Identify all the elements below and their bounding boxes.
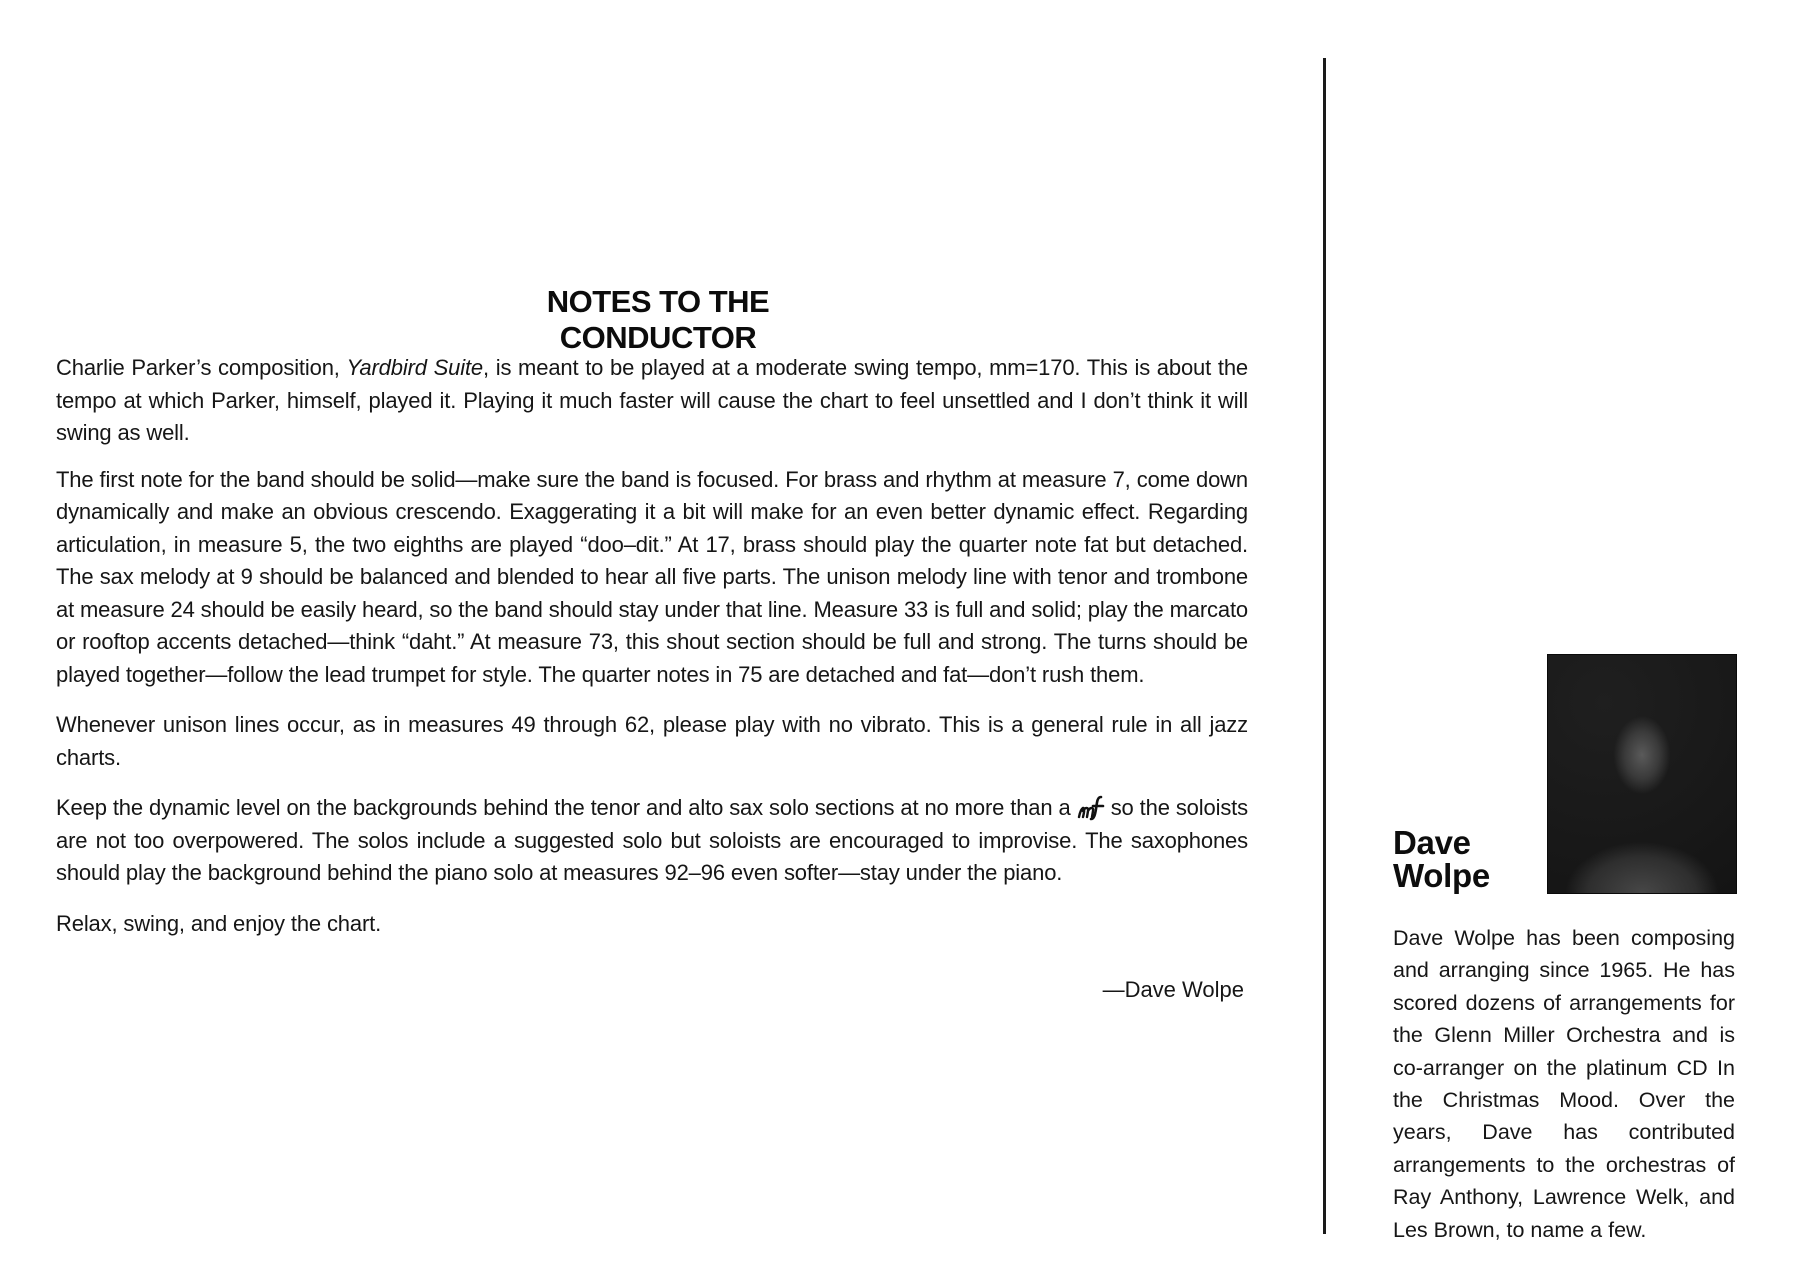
mezzo-forte-dynamic-icon (1077, 795, 1105, 821)
tempo-text-end: , is meant to be played at a moderate swing tempo, mm=170. This is about the tempo at which Parker, himself, played it. Playing it much faster will cause the chart to feel unsettled and I don’t think it will swing as well. (56, 355, 1248, 445)
notes-paragraph-tempo (56, 352, 1248, 450)
notes-paragraph-closing: Relax, swing, and enjoy the chart. (56, 910, 382, 936)
composition-title: Yardbird Suite (346, 355, 483, 380)
notes-paragraph-backgrounds (56, 792, 1248, 890)
notes-title: NOTES TO THE CONDUCTOR (546, 284, 770, 355)
author-bio: Dave Wolpe has been composing and arranging since 1965. He has scored dozens of arrangements for the Glenn Miller Orchestra and is co-arranger on the platinum CD In the Christmas Mood. Over the years, Dave has contributed arrangements to the orchestras of Ray Anthony, Lawrence Welk, and Les Brown, to name a few. (1393, 926, 1735, 1242)
signature: —Dave Wolpe (1102, 977, 1244, 1002)
tempo-text-start: Charlie Parker’s composition, (56, 355, 347, 380)
backgrounds-text-start: Keep the dynamic level on the backgrounds behind the tenor and alto sax solo sections at no more than a (56, 795, 1071, 820)
notes-body (56, 352, 1248, 954)
author-first-name: Dave (1393, 824, 1471, 861)
author-photo (1547, 654, 1737, 894)
column-divider (1323, 58, 1326, 1234)
notes-paragraph-dynamics: The first note for the band should be solid—make sure the band is focused. For brass and rhythm at measure 7, come down dynamically and make an obvious crescendo. Exaggerating it a bit will make for an even better dynamic effect. Regarding articulation, in measure 5, the two eighths are played “doo–dit.” At 17, brass should play the quarter note fat but detached. The sax melody at 9 should be balanced and blended to hear all five parts. The unison melody line with tenor and trombone at measure 24 should be easily heard, so the band should stay under that line. Measure 33 is full and solid; play the marcato or rooftop accents detached—think “daht.” At measure 73, this shout section should be full and strong. The turns should be played together—follow the lead trumpet for style. The quarter notes in 75 are detached and fat—don’t rush them. (56, 466, 1248, 687)
backgrounds-text-end: so the soloists are not too overpowered. The solos include a suggested solo but soloists are encouraged to improvise. The saxophones should play the background behind the piano solo at measures 92–96 even softer—stay under the piano. (56, 795, 1248, 885)
author-name (1393, 826, 1490, 892)
author-last-name: Wolpe (1393, 857, 1490, 894)
notes-paragraph-unison: Whenever unison lines occur, as in measures 49 through 62, please play with no vibrato. This is a general rule in all jazz charts. (56, 712, 1248, 770)
